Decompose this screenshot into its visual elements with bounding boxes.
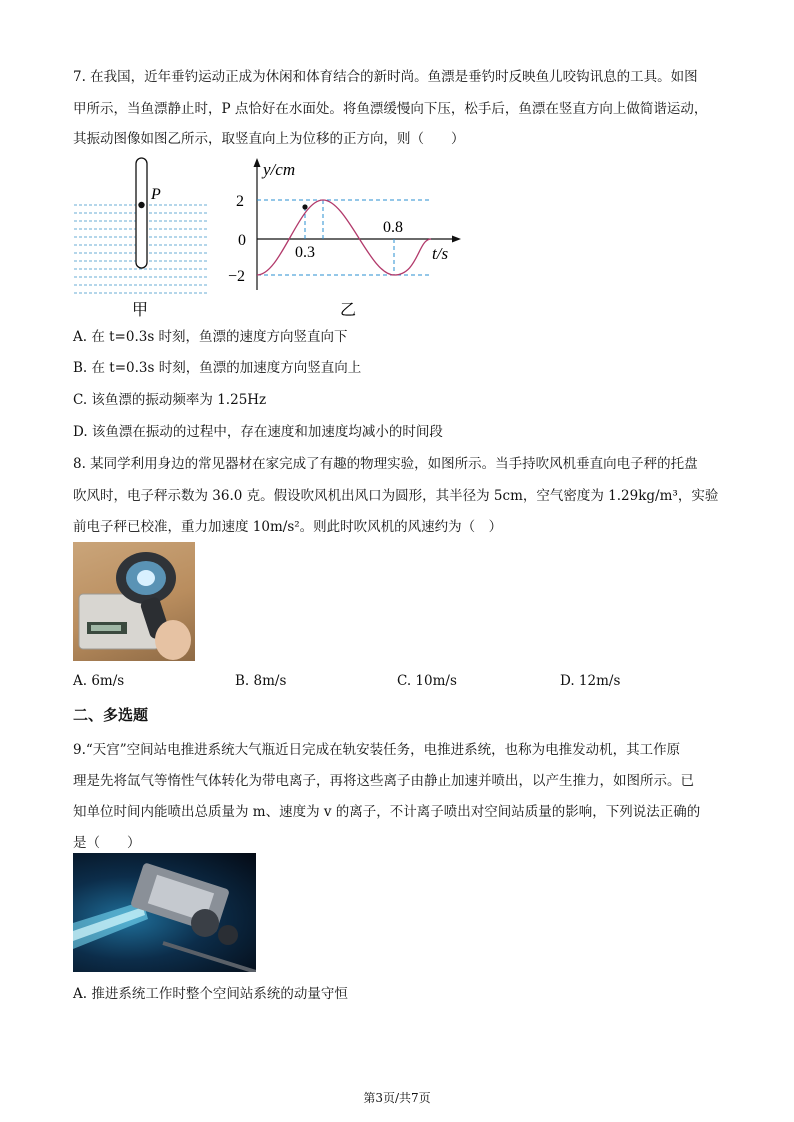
q9-line-4: 是（ ） <box>73 835 141 851</box>
page-number: 第3页/共7页 <box>363 1091 431 1105</box>
q7-line-1: 7. 在我国，近年垂钓运动正成为休闲和体育结合的新时尚。鱼漂是垂钓时反映鱼儿咬钩讯息的工具。如图 <box>73 69 698 85</box>
figure-a-caption: 甲 <box>132 302 149 319</box>
q7-option-b: B. 在 t=0.3s 时刻，鱼漂的加速度方向竖直向上 <box>73 360 362 376</box>
x-axis-label: t/s <box>432 244 449 263</box>
point-p <box>138 202 144 208</box>
q7-option-d: D. 该鱼漂在振动的过程中，存在速度和加速度均减小的时间段 <box>73 424 443 440</box>
q9-line-3: 知单位时间内能喷出总质量为 m、速度为 v 的离子，不计离子喷出对空间站质量的影响，下列说法正确的 <box>73 804 701 820</box>
figure-b-caption: 乙 <box>340 302 357 319</box>
q8-line-2: 吹风时，电子秤示数为 36.0 克。假设吹风机出风口为圆形，其半径为 5cm，空气密度为 1.29kg/m³，实验 <box>73 488 719 504</box>
q8-line-1: 8. 某同学利用身边的常见器材在家完成了有趣的物理实验，如图所示。当手持吹风机垂直向电子秤的托盘 <box>73 456 698 472</box>
tick-2: 2 <box>236 193 244 210</box>
q9-line-1: 9.“天宫”空间站电推进系统大气瓶近日完成在轨安装任务，电推进系统，也称为电推发动机，其工作原 <box>73 742 681 758</box>
point-p-label: P <box>151 186 161 203</box>
label-0-8: 0.8 <box>383 219 403 236</box>
photo-space-station <box>73 853 256 972</box>
q9-option-a: A. 推进系统工作时整个空间站系统的动量守恒 <box>73 986 348 1002</box>
q7-option-c: C. 该鱼漂的振动频率为 1.25Hz <box>73 392 267 408</box>
figure-vibration-graph <box>228 155 468 325</box>
float-rod <box>136 158 147 268</box>
q8-line-3: 前电子秤已校准，重力加速度 10m/s²。则此时吹风机的风速约为（ ） <box>73 519 503 535</box>
vibration-curve <box>257 200 431 275</box>
photo-hairdryer-scale <box>73 542 195 661</box>
label-0-3: 0.3 <box>295 244 315 261</box>
q7-line-2: 甲所示，当鱼漂静止时，P 点恰好在水面处。将鱼漂缓慢向下压，松手后，鱼漂在竖直方向上做简谐运动， <box>73 101 708 117</box>
q8-option-b: B. 8m/s <box>235 673 287 689</box>
marked-point <box>302 204 307 209</box>
y-axis-label: y/cm <box>263 160 296 179</box>
section-title: 二、多选题 <box>73 706 149 724</box>
q7-line-3: 其振动图像如图乙所示，取竖直向上为位移的正方向，则（ ） <box>73 131 465 147</box>
tick-neg2: −2 <box>228 268 246 285</box>
tick-0: 0 <box>238 232 246 249</box>
q9-line-2: 理是先将氙气等惰性气体转化为带电离子，再将这些离子由静止加速并喷出，以产生推力，如图所示。已 <box>73 773 694 789</box>
figure-float-diagram <box>70 155 215 320</box>
q8-option-d: D. 12m/s <box>560 673 621 689</box>
q7-option-a: A. 在 t=0.3s 时刻，鱼漂的速度方向竖直向下 <box>73 329 348 345</box>
q8-option-c: C. 10m/s <box>397 673 457 689</box>
q8-option-a: A. 6m/s <box>73 673 125 689</box>
